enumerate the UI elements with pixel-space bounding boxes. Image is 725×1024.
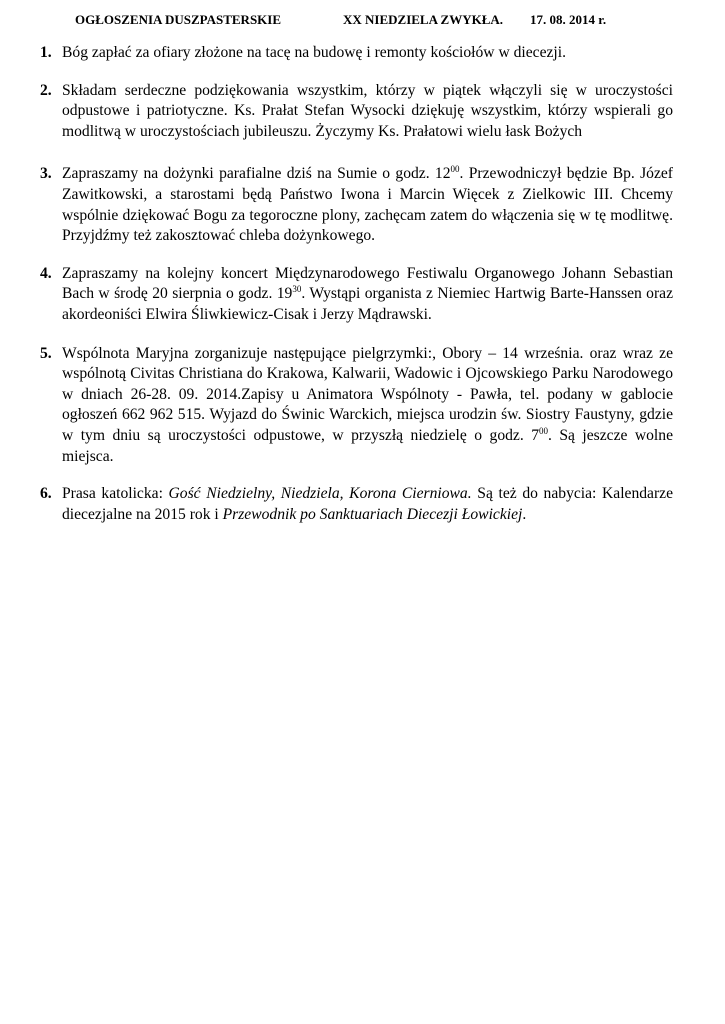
item-number: 1. [40,44,52,61]
list-item [0,344,725,468]
item-text: Prasa katolicka: Gość Niedzielny, Niedziela, Korona Cierniowa. Są też do nabycia: Kalendarze diecezjalne na 2015 rok i Przewodnik po Sanktuariach Diecezji Łowickiej. [62,485,673,523]
item-text: Składam serdeczne podziękowania wszystkim, którzy w piątek włączyli się w uroczystości odpustowe i patriotyczne. Ks. Prałat Stefan Wysocki dziękuję wszystkim, którzy wspierali go modlitwą w uroczystościach jubileuszu. Życzymy Ks. Prałatowi wielu łask Bożych [62,81,673,140]
list-item [0,264,725,326]
announcement-list [0,43,725,525]
item-text: Zapraszamy na kolejny koncert Międzynarodowego Festiwalu Organowego Johann Sebastian Bach w środę 20 sierpnia o godz. $19^{30}$. Wystąpi organista z Niemiec Hartwig Barte-Hanssen oraz akordeoniści Elwira Śliwkiewicz-Cisak i Jerzy Mądrawski. [62,264,673,323]
header-sunday: XX NIEDZIELA ZWYKŁA. [343,12,504,27]
header-title: OGŁOSZENIA DUSZPASTERSKIE [75,12,282,27]
item-text: Wspólnota Maryjna zorganizuje następujące pielgrzymki:, Obory – 14 września. oraz wraz ze wspólnotą Civitas Christiana do Krakowa, Kalwarii, Wadowic i Ojcowskiego Parku Narodowego w dniach 26-28. 09. 2014.Zapisy u Animatora Wspólnoty - Pawła, tel. podany w gablocie ogłoszeń 662 962 515. Wyjazd do Świnic Warckich, miejsca urodzin św. Siostry Faustyny, gdzie w tym dniu są uroczystości odpustowe, w przyszłą niedzielę o godz. $7^{00}$. Są jeszcze wolne miejsca. [62,344,673,465]
list-item [0,43,725,64]
item-number: 6. [40,485,52,503]
item-number: 2. [40,81,52,99]
item-text: Bóg zapłać za ofiary złożone na tacę na budowę i remonty kościołów w diecezji. [62,44,566,61]
header-date: 17. 08. 2014 r. [530,12,607,27]
item-number: 5. [40,344,52,362]
list-item [0,164,725,246]
list-item [0,484,725,525]
list-item [0,81,725,143]
item-text: Zapraszamy na dożynki parafialne dziś na Sumie o godz. $12^{00}$. Przewodniczył będzie Bp. Józef Zawitkowski, a starostami będą Państwo Iwona i Marcin Więcek z Zielkowic III. Chcemy wspólnie dziękować Bogu za tegoroczne plony, zachęcam zatem do włączenia się w tę modlitwę. Przyjdźmy też zakosztować chleba dożynkowego. [62,164,674,245]
item-number: 4. [40,264,52,282]
item-number: 3. [40,165,52,183]
